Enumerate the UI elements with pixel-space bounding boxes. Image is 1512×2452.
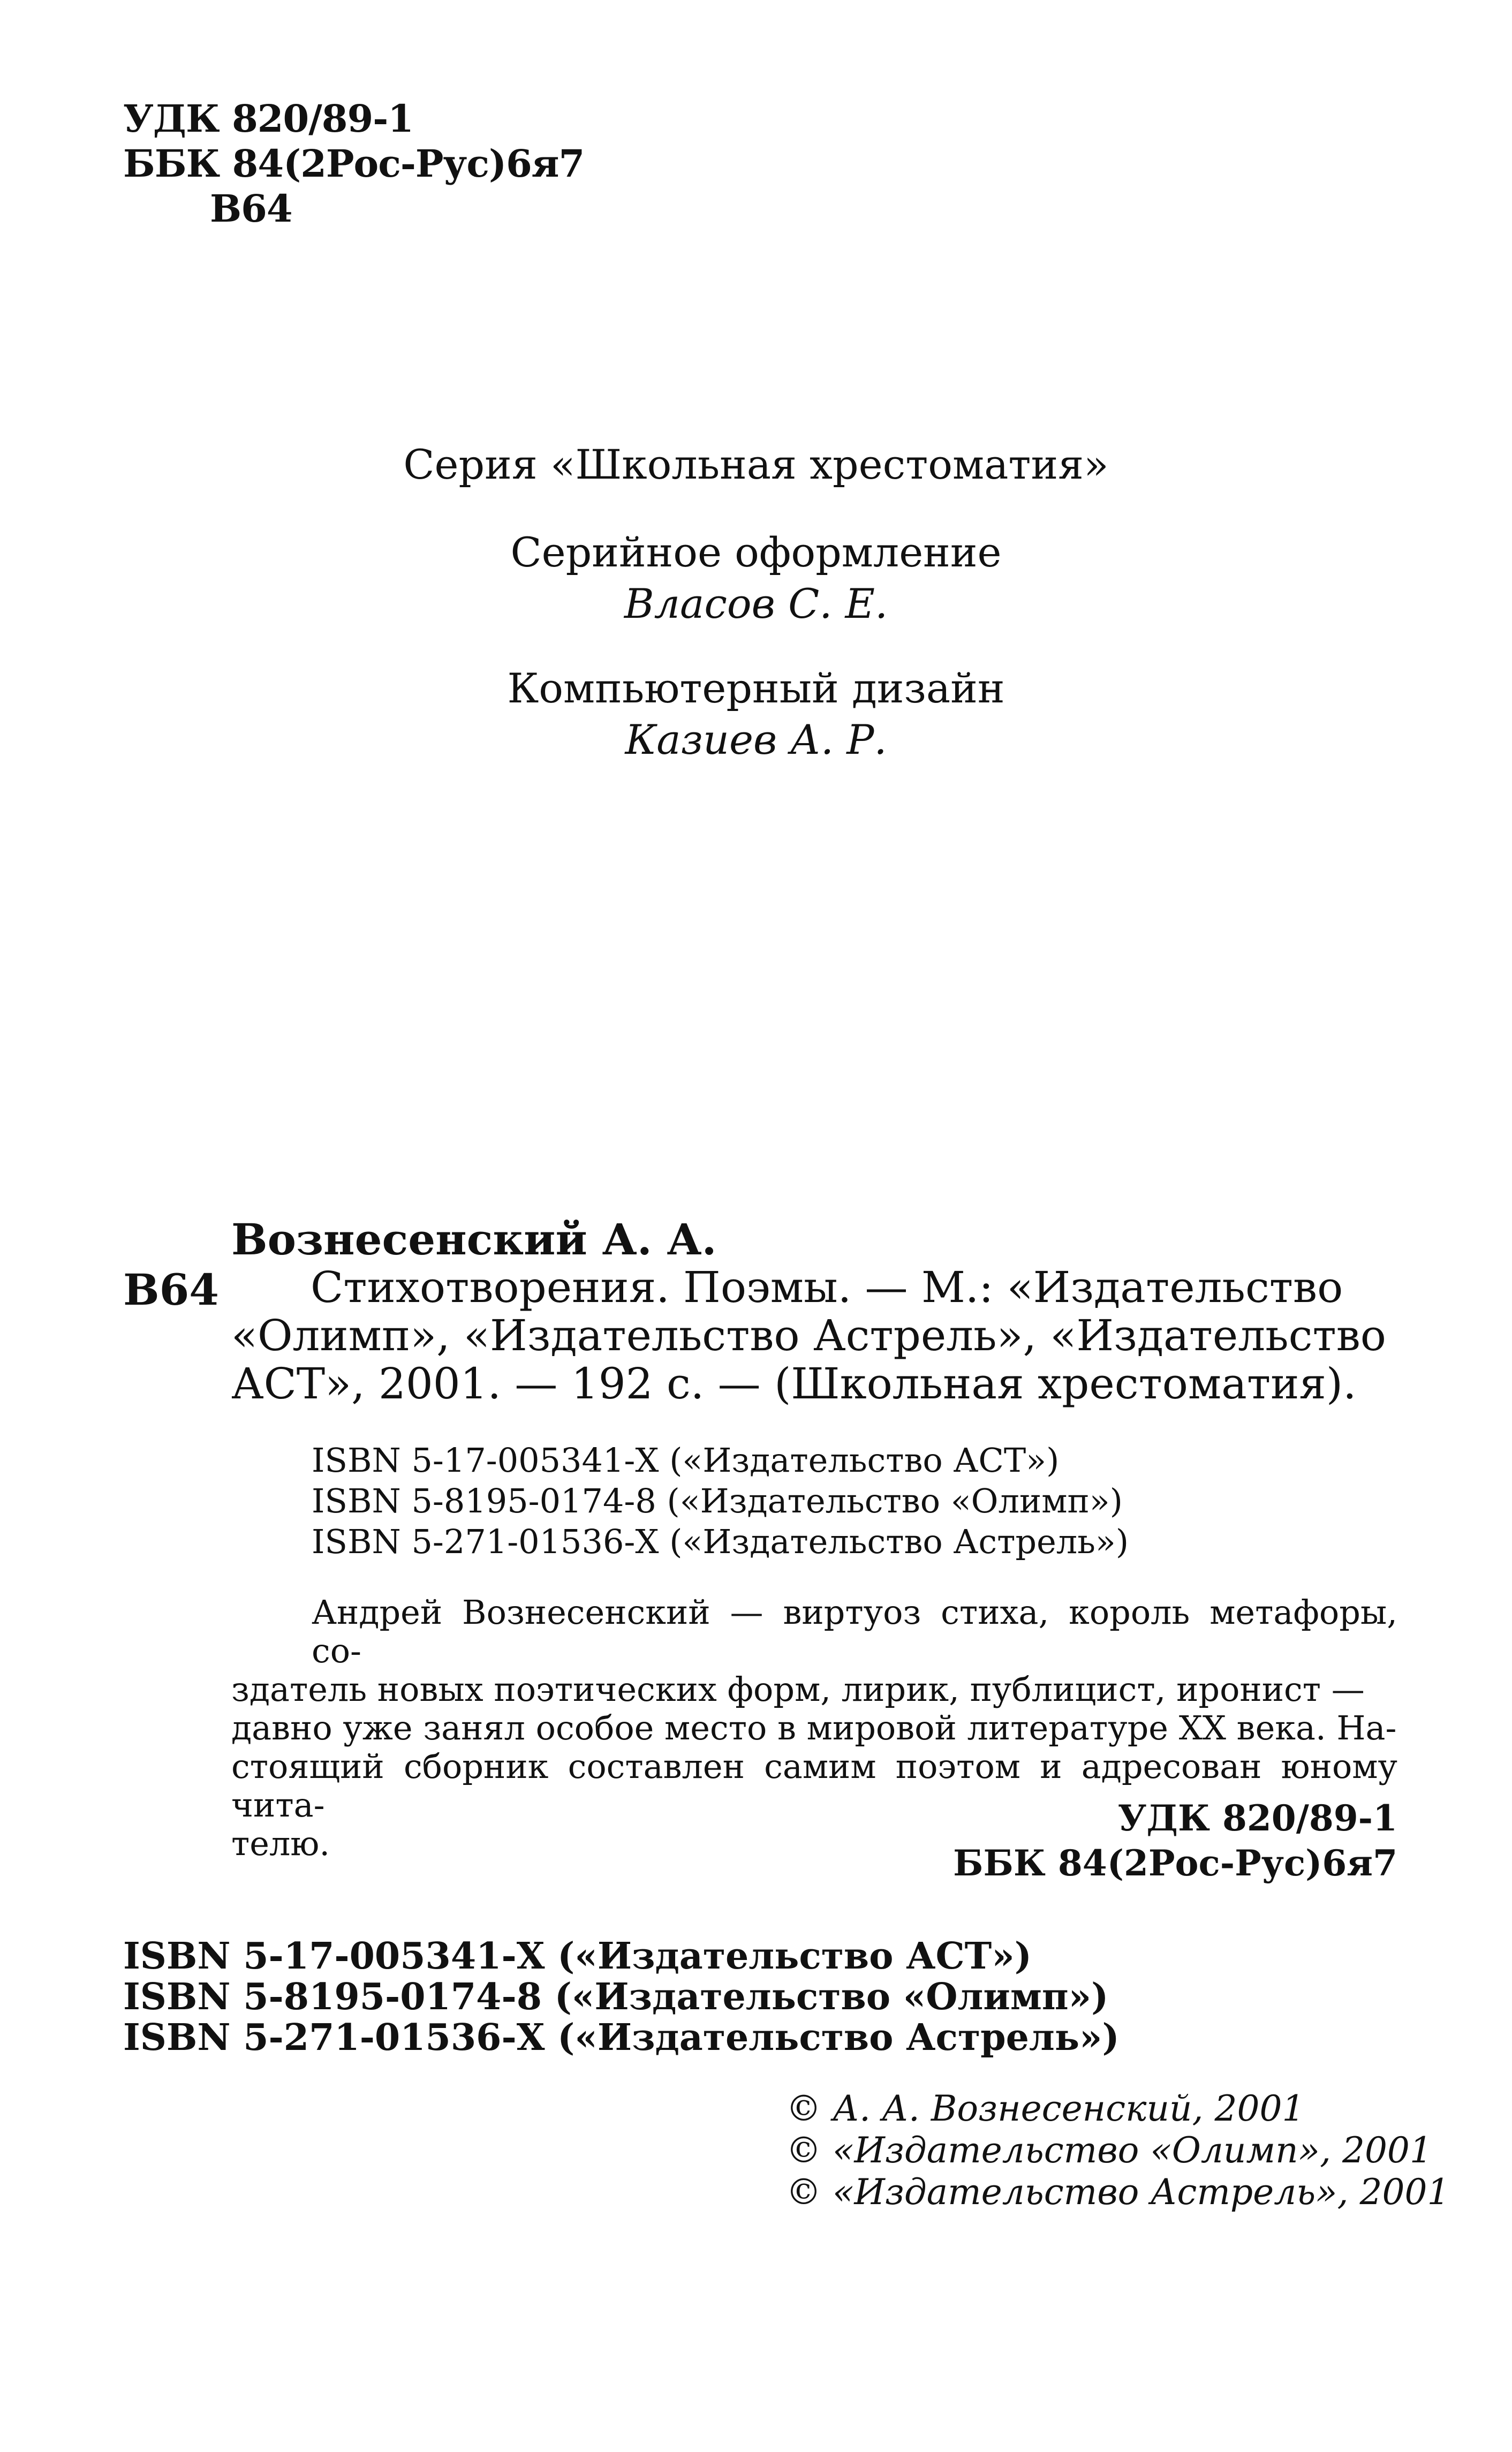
isbn-line: ISBN 5-8195-0174-8 («Издательство «Олимп») — [123, 1976, 1109, 2018]
card-isbn-list — [312, 1440, 1129, 1562]
copyright-block — [786, 2088, 1449, 2213]
card-bbk: ББК 84(2Рос-Рус)6я7 — [953, 1842, 1397, 1884]
computer-design-label: Компьютерный дизайн — [507, 664, 1005, 712]
design-label: Серийное оформление — [510, 528, 1002, 576]
abstract-line: Андрей Вознесенский — виртуоз стиха, король метафоры, со- — [312, 1593, 1397, 1670]
abstract-line: стоящий сборник составлен самим поэтом и адресован юному чита- — [231, 1747, 1397, 1825]
card-author: Вознесенский А. А. — [231, 1214, 717, 1265]
isbn-line: ISBN 5-17-005341-Х («Издательство АСТ») — [123, 1935, 1032, 1978]
card-code: В64 — [123, 1265, 219, 1315]
series-title: Серия «Школьная хрестоматия» — [403, 441, 1109, 488]
card-description — [311, 1263, 1397, 1312]
copyright-line: © «Издательство «Олимп», 2001 — [786, 2130, 1432, 2171]
card-isbn: ISBN 5-8195-0174-8 («Издательство «Олимп») — [312, 1481, 1123, 1520]
card-isbn: ISBN 5-271-01536-Х («Издательство Астрель») — [312, 1522, 1129, 1561]
card-desc-line: АСТ», 2001. — 192 с. — (Школьная хрестоматия). — [231, 1359, 1357, 1409]
card-classification — [953, 1796, 1397, 1886]
abstract-line: давно уже занял особое место в мировой литературе XX века. На- — [231, 1708, 1397, 1747]
card-description-cont — [231, 1312, 1397, 1408]
design-name: Власов С. Е. — [624, 580, 888, 627]
abstract-line: телю. — [231, 1824, 330, 1863]
card-udk: УДК 820/89-1 — [1117, 1797, 1397, 1839]
isbn-line: ISBN 5-271-01536-Х («Издательство Астрель») — [123, 2016, 1120, 2059]
computer-design-name: Казиев А. Р. — [625, 716, 887, 763]
bbk-top: ББК 84(2Рос-Рус)6я7 — [123, 141, 585, 186]
code-top: В64 — [210, 186, 292, 231]
udk-top: УДК 820/89-1 — [123, 96, 413, 141]
card-isbn: ISBN 5-17-005341-Х («Издательство АСТ») — [312, 1441, 1060, 1480]
card-desc-line: Стихотворения. Поэмы. — М.: «Издательство — [311, 1262, 1343, 1312]
abstract-line: здатель новых поэтических форм, лирик, публицист, иронист — — [231, 1670, 1365, 1709]
isbn-block — [123, 1936, 1120, 2058]
copyright-line: © «Издательство Астрель», 2001 — [786, 2171, 1450, 2213]
card-desc-line: «Олимп», «Издательство Астрель», «Издательство — [231, 1311, 1386, 1360]
copyright-line: © А. А. Вознесенский, 2001 — [786, 2088, 1305, 2129]
